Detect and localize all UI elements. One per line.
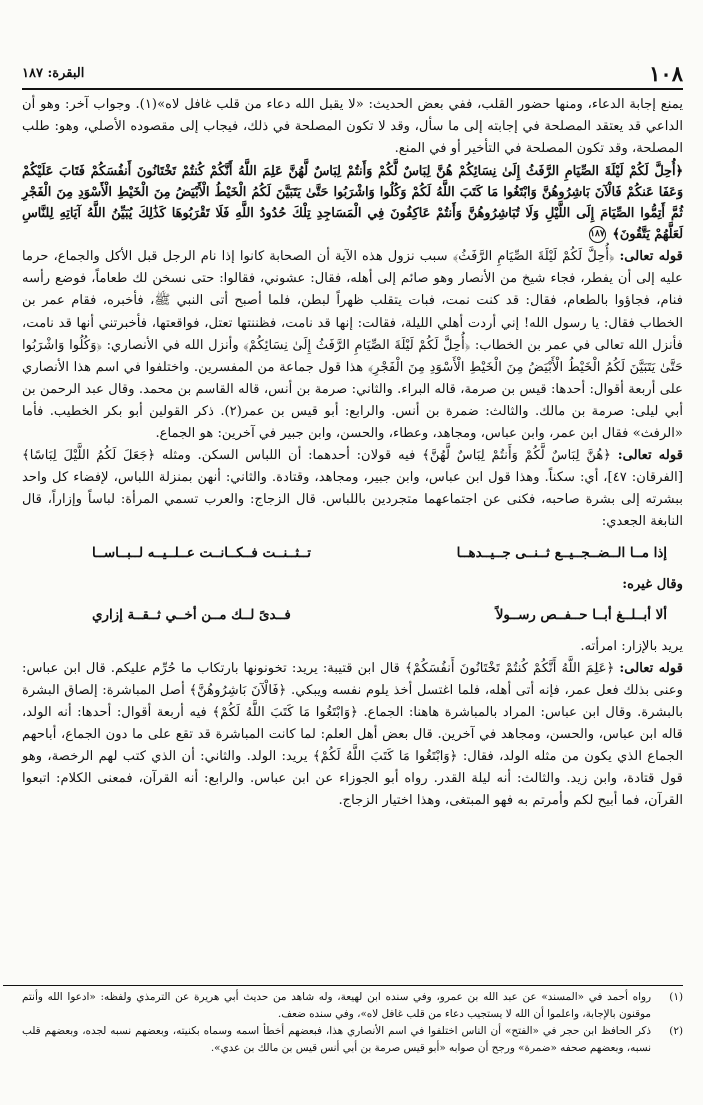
poem-hemistich-first: ألا أبــلــغ أبــا حــفــص رســولاً <box>495 606 667 623</box>
paragraph-libas <box>22 445 683 533</box>
footnote-mark: (٢) <box>669 1025 683 1037</box>
verse-text: ﴿أُحِلَّ لَكُمْ لَيْلَةَ الصِّيَامِ الرَّفَثُ إِلَىٰ نِسَائِكُمْ هُنَّ لِبَاسٌ لَّكُمْ وَأَنتُمْ لِبَاسٌ لَّهُنَّ عَلِمَ اللَّهُ أَنَّكُمْ كُنتُمْ تَخْتَانُونَ أَنفُسَكُمْ فَتَابَ عَلَيْكُمْ وَعَفَا عَنكُمْ فَالْآنَ بَاشِرُوهُنَّ وَابْتَغُوا مَا كَتَبَ اللَّهُ لَكُمْ وَكُلُوا وَاشْرَبُوا حَتَّىٰ يَتَبَيَّنَ لَكُمُ الْخَيْطُ الْأَبْيَضُ مِنَ الْخَيْطِ الْأَسْوَدِ مِنَ الْفَجْرِ ثُمَّ أَتِمُّوا الصِّيَامَ إِلَى اللَّيْلِ وَلَا تُبَاشِرُوهُنَّ وَأَنتُمْ عَاكِفُونَ فِي الْمَسَاجِدِ تِلْكَ حُدُودُ اللَّهِ فَلَا تَقْرَبُوهَا كَذَٰلِكَ يُبَيِّنُ اللَّهُ آيَاتِهِ لِلنَّاسِ لَعَلَّهُمْ يَتَّقُونَ﴾ <box>22 164 683 243</box>
verse-number-marker: ١٨٧ <box>589 226 606 243</box>
paragraph-text: ﴿عَلِمَ اللَّهُ أَنَّكُمْ كُنتُمْ تَخْتَانُونَ أَنفُسَكُمْ﴾ قال ابن قتيبة: يريد: تخونونها بارتكاب ما حُرِّم عليكم. قال ابن عباس: وعنى بذلك فعل عمر، فإنه أتى أهله، فلما اغتسل أخذ يلوم نفسه ويبكي. ﴿فَالْآنَ بَاشِرُوهُنَّ﴾ أصل المباشرة: إلصاق البشرة بالبشرة. وقال ابن عباس: المراد بالمباشرة هاهنا: الجماع. ﴿وَابْتَغُوا مَا كَتَبَ اللَّهُ لَكُمْ﴾ فيه أربعة أقوال: أحدها: أنه الولد، قاله ابن عباس، والحسن، ومجاهد في آخرين. قال بعض أهل العلم: لما كانت المباشرة قد تقع على ما دون الجماع، أباحهم الجماع الذي يكون من مثله الولد، فقال: ﴿وَابْتَغُوا مَا كَتَبَ اللَّهُ لَكُمْ﴾ يريد: الولد. والثاني: أن الذي كتب لهم الرخصة، وهو قول قتادة، وابن زيد. والثالث: أنه ليلة القدر. رواه أبو الجوزاء عن ابن عباس. والرابع: أنه القرآن، فمعنى الكلام: اتبعوا القرآن، فما أبيح لكم وأمرتم به فهو المبتغى، وهذا اختيار الزجاج. <box>22 660 683 809</box>
poem-hemistich-first: إذا مــا الــضــجــيــع ثــنــى جــيــدهــا <box>456 544 667 561</box>
poem-verse-1 <box>22 542 683 564</box>
paragraph-rafath <box>22 246 683 445</box>
paragraph-lead: قوله تعالى: <box>617 448 683 464</box>
footnote-mark: (١) <box>669 991 683 1003</box>
footnote-2 <box>22 1023 683 1057</box>
poem-verse-2 <box>22 604 683 626</box>
footnote-text: رواه أحمد في «المسند» عن عبد الله بن عمرو، وفي سنده ابن لهيعة، وله شاهد من حديث أبي هريرة عن الترمذي ولفظه: «ادعوا الله وأنتم موقنون بالإجابة، واعلموا أن الله لا يستجيب دعاء من قلب غافل لاه»، وفي سنده ضعف. <box>22 991 651 1020</box>
paragraph-text: ﴿هُنَّ لِبَاسٌ لَّكُمْ وَأَنتُمْ لِبَاسٌ لَّهُنَّ﴾ فيه قولان: أحدهما: أن اللباس السكن. ومثله ﴿جَعَلَ لَكُمُ اللَّيْلَ لِبَاسًا﴾ [الفرقان: ٤٧]، أي: سكناً. وهذا قول ابن عباس، وابن جبير، ومجاهد، وقتادة. والثاني: أنهن بمنزلة اللباس، لإفضاء كل واحد ببشرته إلى بشرة صاحبه، فكنى عن اجتماعهما متجردين باللباس. قال الزجاج: والعرب تسمي المرأة: لباساً وإزاراً، قال النابغة الجعدي: <box>22 448 683 530</box>
poem-hemistich-second: تــثــنــت فــكــانــت عــلــيــه لــبــاســا <box>92 544 311 561</box>
surah-reference: البقرة: ١٨٧ <box>22 65 85 81</box>
footnotes <box>22 989 683 1057</box>
paragraph-other-poet: وقال غيره: <box>622 576 683 592</box>
footnote-1 <box>22 989 683 1023</box>
poem-hemistich-second: فــدىً لــك مــن أخــي ثــقــة إزاري <box>92 606 291 623</box>
quran-verse <box>22 161 683 245</box>
page-number: ١٠٨ <box>649 60 683 86</box>
paragraph-text: ﴿أُحِلَّ لَكُمْ لَيْلَةَ الصِّيَامِ الرَّفَثُ﴾ سبب نزول هذه الآية أن الصحابة كانوا إذا نام الرجل قبل الأكل والجماع، حرما عليه إلى أن يفطر، فجاء شيخ من الأنصار وهو صائم إلى أهله، فقال: عشوني، فقالوا: حتى نسخن لك طعاماً، فوضع رأسه فنام، فجاؤوا بالطعام، فقال: قد كنت نمت، فبات يتقلب ظهراً لبطن، فلما أصبح أتى النبي ﷺ، فأخبره، فقام عمر بن الخطاب فقال: يا رسول الله! إني أردت أهلي الليلة، فقالت: إنها قد نامت، فظننتها تعتل، فواقعتها، فأخبرتني أنها قد نامت، فأنزل الله تعالى في عمر بن الخطاب: ﴿أُحِلَّ لَكُمْ لَيْلَةَ الصِّيَامِ الرَّفَثُ إِلَىٰ نِسَائِكُمْ﴾ وأنزل الله في الأنصاري: ﴿وَكُلُوا وَاشْرَبُوا حَتَّىٰ يَتَبَيَّنَ لَكُمُ الْخَيْطُ الْأَبْيَضُ مِنَ الْخَيْطِ الْأَسْوَدِ مِنَ الْفَجْرِ﴾ هذا قول جماعة من المفسرين. واختلفوا في اسم هذا الأنصاري على أربعة أقوال: أحدها: قيس بن صرمة، قاله البراء. والثاني: صرمة بن أنس، قاله القاسم بن محمد. وقال عبد الرحمن بن أبي ليلى: صرمة بن مالك. والثالث: ضمرة بن أنس. والرابع: أبو قيس بن عمر(٢). ذكر القولين أبو بكر الخطيب. فأما «الرفث» فقال ابن عمر، وابن عباس، ومجاهد، وعطاء، والحسن، وابن جبير في آخرين: هو الجماع. <box>22 249 683 442</box>
paragraph-izar: يريد بالإزار: امرأته. <box>580 638 683 654</box>
paragraph-intro: يمنع إجابة الدعاء، ومنها حضور القلب، ففي بعض الحديث: «لا يقبل الله دعاء من قلب غافل لاه»(١). وجواب آخر: وهو أن الداعي قد يعتقد المصلحة في إجابته إلى ما سأل، وقد لا تكون المصلحة في ذلك، فيجاب إلى مقصوده الأصلي، وهو: طلب المصلحة، وقد تكون المصلحة في التأخير أو في المنع. <box>22 97 684 157</box>
paragraph-lead: قوله تعالى: <box>619 660 683 676</box>
page-body <box>22 94 683 813</box>
header-divider <box>22 88 683 90</box>
paragraph-takhtanun <box>22 658 683 813</box>
page-header <box>22 60 683 86</box>
paragraph-lead: قوله تعالى: <box>619 249 683 265</box>
footnote-divider <box>3 985 683 986</box>
footnote-text: ذكر الحافظ ابن حجر في «الفتح» أن الناس اختلفوا في اسم الأنصاري هذا، فبعضهم أخطأ اسمه وسماه بكنيته، وبعضهم نسبه لجده، وبعضهم قلب نسبه، وبعضهم صحفه «ضمرة» ورجح أن صوابه «أبو قيس صرمة بن أبي أنس قيس بن مالك بن عدي». <box>22 1025 651 1054</box>
